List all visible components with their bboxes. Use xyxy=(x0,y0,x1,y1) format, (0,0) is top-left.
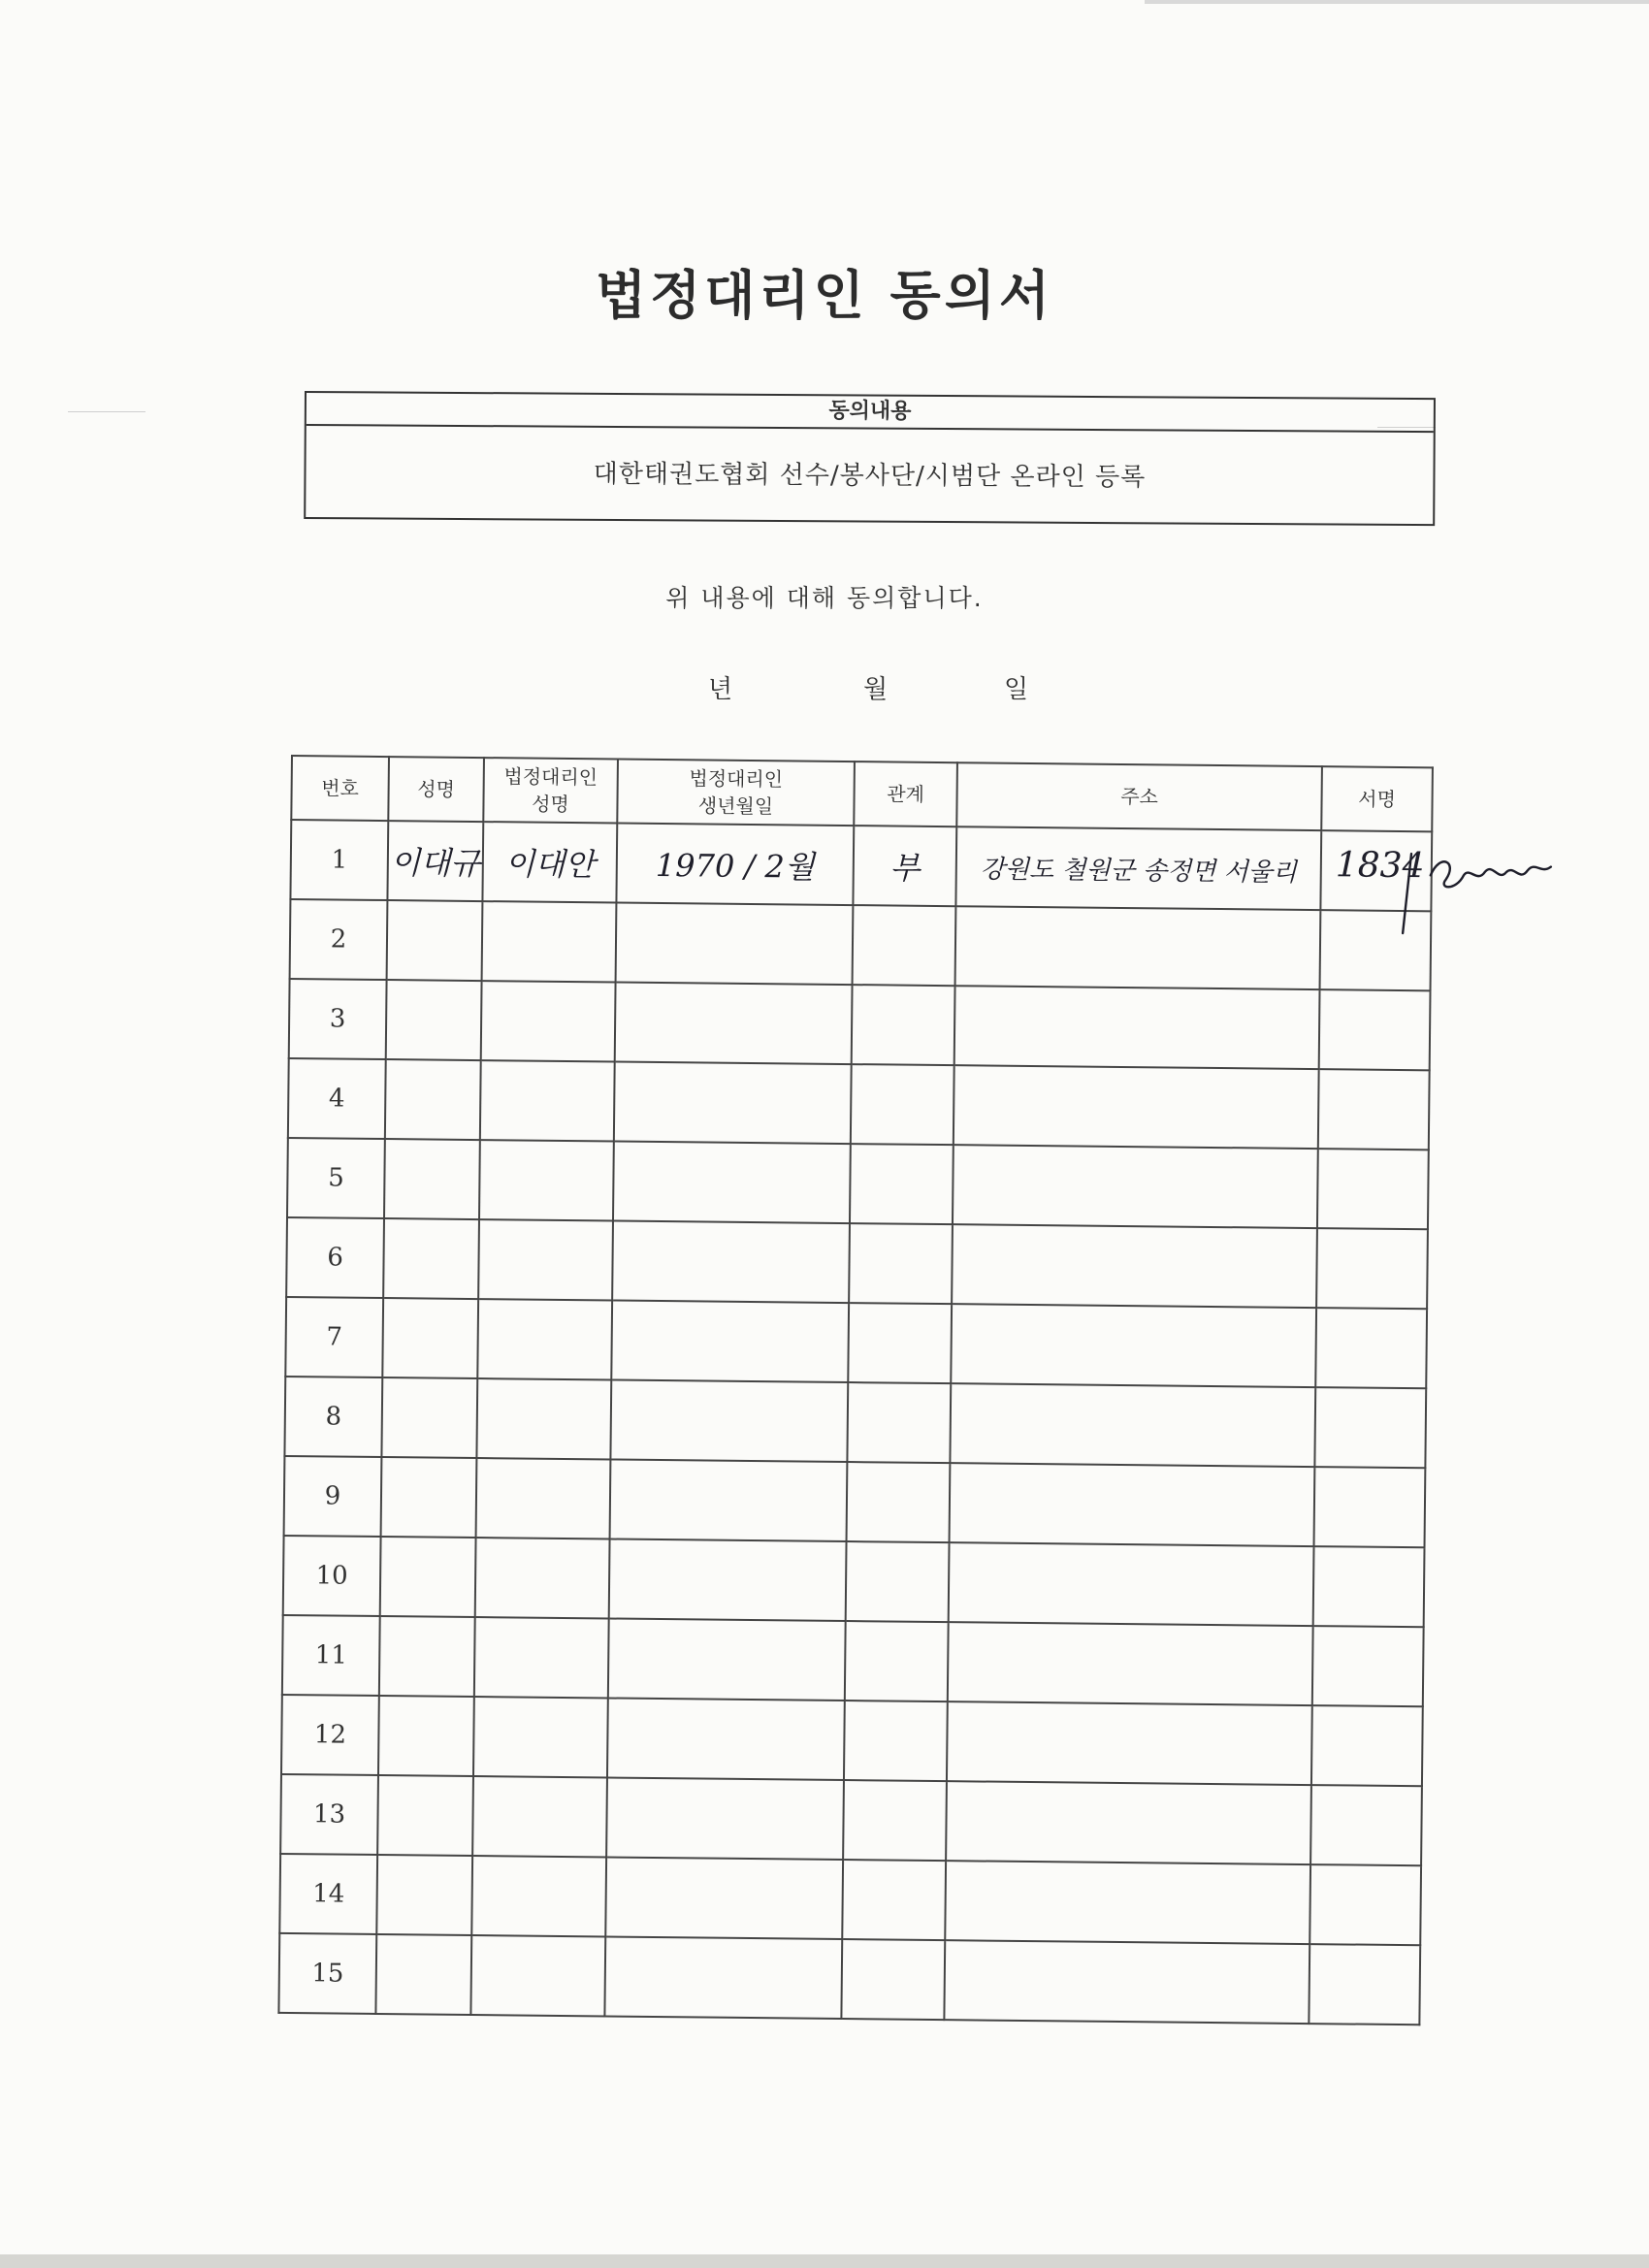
guardian-name-cell xyxy=(479,1140,614,1220)
signature-cell xyxy=(1314,1467,1426,1547)
document-title: 법정대리인 동의서 xyxy=(595,265,1054,326)
signature-cell xyxy=(1318,1069,1430,1150)
table-row xyxy=(285,1297,1427,1388)
relation-cell xyxy=(842,1860,946,1940)
row-number: 6 xyxy=(286,1217,384,1298)
signature-cell xyxy=(1311,1705,1423,1786)
header-relation: 관계 xyxy=(854,761,957,826)
guardian-birthdate-cell xyxy=(614,1062,852,1145)
address-cell xyxy=(950,1383,1315,1467)
table-row xyxy=(290,899,1432,990)
relation-cell xyxy=(843,1780,947,1861)
consent-table-wrapper xyxy=(278,755,1432,2013)
row-number: 9 xyxy=(284,1456,382,1537)
guardian-name-cell xyxy=(473,1697,608,1777)
address-cell xyxy=(950,1463,1315,1546)
guardian-name-cell xyxy=(482,822,617,902)
guardian-birthdate-cell xyxy=(611,1300,849,1382)
row-number: 15 xyxy=(278,1933,376,2014)
student-name-cell xyxy=(387,821,483,901)
signature-cell xyxy=(1316,1228,1428,1309)
signature-cell xyxy=(1315,1308,1427,1388)
relation-cell xyxy=(845,1621,949,1701)
header-name: 성명 xyxy=(388,757,484,822)
row-number: 7 xyxy=(285,1297,383,1377)
scan-edge xyxy=(1145,0,1649,4)
address-cell xyxy=(945,1861,1310,1944)
table-row xyxy=(284,1456,1426,1547)
student-name-cell xyxy=(386,980,482,1060)
row-number: 11 xyxy=(282,1615,380,1696)
signature-cell xyxy=(1310,1785,1422,1865)
header-number: 번호 xyxy=(291,756,389,821)
signature-cell xyxy=(1310,1864,1421,1945)
guardian-name-cell xyxy=(472,1776,607,1857)
signature-cell xyxy=(1320,830,1432,911)
student-name-cell xyxy=(378,1696,474,1776)
relation-cell xyxy=(841,1939,945,2020)
guardian-name-cell xyxy=(481,981,616,1061)
table-row xyxy=(287,1138,1429,1229)
signature-cell xyxy=(1317,1149,1429,1229)
relation-cell xyxy=(848,1303,952,1383)
relation-cell xyxy=(853,905,956,986)
address-cell xyxy=(954,986,1320,1069)
signature-cell xyxy=(1312,1626,1424,1706)
guardian-birthdate-cell xyxy=(608,1618,846,1701)
handwritten-guardian-name: 이대안 xyxy=(504,845,596,884)
table-row xyxy=(279,1854,1421,1945)
relation-cell xyxy=(852,985,955,1065)
date-year-label: 년 xyxy=(708,675,733,704)
guardian-consent-table xyxy=(277,755,1434,2025)
student-name-cell xyxy=(380,1537,476,1617)
guardian-birthdate-cell xyxy=(609,1539,847,1621)
guardian-birthdate-cell xyxy=(607,1698,845,1780)
student-name-cell xyxy=(382,1298,478,1378)
address-cell xyxy=(948,1622,1313,1705)
relation-cell xyxy=(847,1382,951,1463)
guardian-name-cell xyxy=(470,1935,605,2016)
handwritten-relation: 부 xyxy=(889,849,921,887)
address-cell xyxy=(955,906,1321,989)
student-name-cell xyxy=(385,1059,481,1140)
relation-cell xyxy=(847,1462,951,1542)
student-name-cell xyxy=(384,1139,480,1219)
guardian-name-cell xyxy=(477,1299,612,1379)
relation-cell xyxy=(851,1064,954,1145)
address-cell xyxy=(947,1701,1312,1785)
consent-content-header: 동의내용 xyxy=(307,393,1434,433)
student-name-cell xyxy=(381,1457,477,1538)
row-number: 14 xyxy=(279,1854,377,1934)
signature-cell xyxy=(1309,1944,1420,2025)
header-address: 주소 xyxy=(956,762,1322,830)
relation-cell xyxy=(849,1223,953,1304)
table-row xyxy=(281,1695,1423,1786)
table-row xyxy=(286,1217,1428,1309)
date-month-label: 월 xyxy=(863,675,889,704)
header-signature: 서명 xyxy=(1321,766,1433,831)
header-guardian-birthdate: 법정대리인 생년월일 xyxy=(617,760,855,826)
table-row xyxy=(288,1058,1430,1150)
table-row xyxy=(282,1615,1424,1706)
signature-cell xyxy=(1319,989,1431,1070)
consent-content-box xyxy=(304,391,1436,526)
scan-edge xyxy=(0,2254,1649,2268)
student-name-cell xyxy=(379,1616,475,1697)
row-number: 12 xyxy=(281,1695,379,1775)
handwritten-student-name: 이대규 xyxy=(390,844,481,883)
relation-cell xyxy=(850,1144,954,1224)
address-cell xyxy=(944,1940,1310,2024)
guardian-name-cell xyxy=(478,1219,613,1300)
row-number: 3 xyxy=(289,979,387,1059)
student-name-cell xyxy=(381,1377,477,1458)
guardian-birthdate-cell xyxy=(613,1142,851,1224)
guardian-birthdate-cell xyxy=(616,903,854,986)
address-cell xyxy=(951,1304,1316,1387)
guardian-birthdate-cell xyxy=(610,1459,848,1541)
row-number: 8 xyxy=(284,1377,382,1457)
student-name-cell xyxy=(376,1855,472,1935)
table-header-row xyxy=(291,756,1433,831)
table-row xyxy=(278,1933,1420,2025)
date-line xyxy=(0,669,1649,702)
guardian-name-cell xyxy=(482,901,617,982)
row-number: 5 xyxy=(287,1138,385,1218)
row-number: 1 xyxy=(290,820,388,900)
guardian-birthdate-cell xyxy=(606,1777,844,1860)
guardian-birthdate-cell xyxy=(615,983,853,1065)
signature-cell xyxy=(1313,1546,1425,1627)
handwritten-guardian-birthdate: 1970 / 2월 xyxy=(655,846,815,886)
address-cell xyxy=(953,1145,1318,1228)
guardian-name-cell xyxy=(480,1060,615,1141)
address-cell xyxy=(949,1542,1314,1626)
guardian-birthdate-cell xyxy=(604,1936,842,2019)
relation-cell xyxy=(844,1701,948,1781)
guardian-birthdate-cell xyxy=(612,1221,850,1304)
guardian-birthdate-cell xyxy=(605,1857,843,1939)
scan-artifact-line xyxy=(68,411,146,412)
row-number: 10 xyxy=(283,1536,381,1616)
signature-cell xyxy=(1320,910,1432,990)
student-name-cell xyxy=(377,1775,473,1856)
student-name-cell xyxy=(387,900,483,981)
row-number: 13 xyxy=(280,1774,378,1855)
guardian-name-cell xyxy=(475,1538,610,1618)
student-name-cell xyxy=(375,1934,471,2015)
student-name-cell xyxy=(383,1218,479,1299)
table-row xyxy=(280,1774,1422,1865)
consent-content-text: 대한태권도협회 선수/봉사단/시범단 온라인 등록 xyxy=(593,459,1147,493)
guardian-name-cell xyxy=(476,1378,611,1459)
guardian-birthdate-cell xyxy=(610,1379,848,1462)
address-cell xyxy=(954,1065,1319,1149)
table-row xyxy=(290,820,1432,911)
row-number: 4 xyxy=(288,1058,386,1139)
table-row xyxy=(289,979,1431,1070)
address-cell xyxy=(946,1781,1311,1864)
guardian-name-cell xyxy=(471,1856,606,1936)
relation-cell xyxy=(853,826,956,906)
address-cell xyxy=(955,826,1321,910)
table-row xyxy=(283,1536,1425,1627)
relation-cell xyxy=(846,1541,950,1622)
guardian-birthdate-cell xyxy=(616,824,854,906)
guardian-name-cell xyxy=(474,1617,609,1698)
date-day-label: 일 xyxy=(1004,675,1029,704)
address-cell xyxy=(952,1224,1317,1308)
header-guardian-name: 법정대리인 성명 xyxy=(483,758,618,823)
handwritten-signature-text: 1834 xyxy=(1335,845,1425,887)
guardian-name-cell xyxy=(476,1458,611,1539)
row-number: 2 xyxy=(290,899,388,980)
handwritten-address: 강원도 철원군 송정면 서울리 xyxy=(980,854,1298,888)
signature-cell xyxy=(1314,1387,1426,1468)
table-row xyxy=(284,1377,1426,1468)
agreement-statement: 위 내용에 대해 동의합니다. xyxy=(665,584,984,612)
